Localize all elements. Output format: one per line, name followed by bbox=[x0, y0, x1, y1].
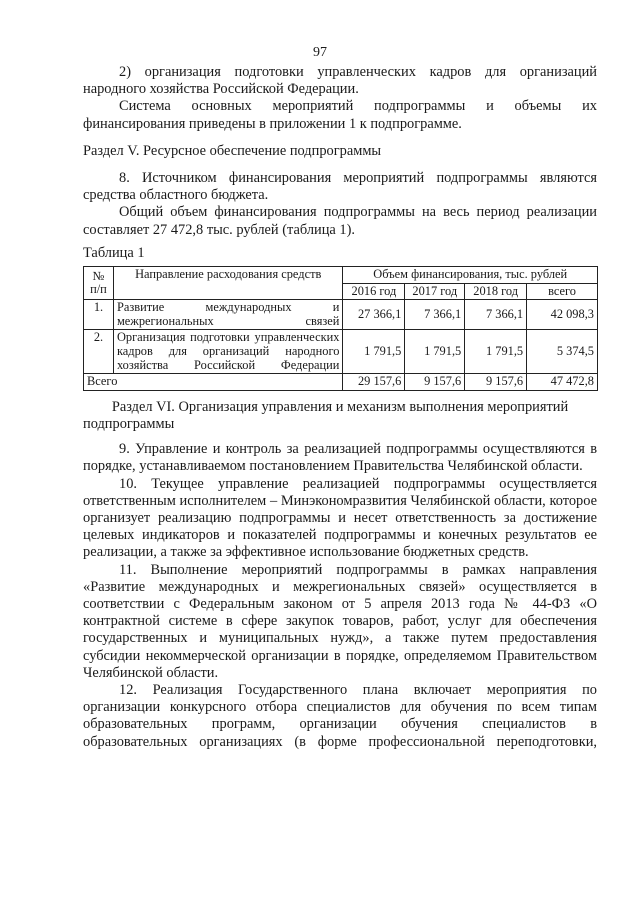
section-6-paragraph: 9. Управление и контроль за реализацией подпрограммы осуществляются в порядке, устанавливаемом постановлением Правительства Челябинской области. bbox=[83, 441, 597, 475]
header-2017: 2017 год bbox=[405, 283, 465, 300]
table-total-row bbox=[84, 374, 598, 391]
header-total: всего bbox=[527, 283, 598, 300]
section-5-paragraph: 8. Источником финансирования мероприятий подпрограммы являются средства областного бюджета. bbox=[83, 170, 597, 204]
header-funding: Объем финансирования, тыс. рублей bbox=[343, 267, 598, 284]
row-2016: 27 366,1 bbox=[343, 300, 405, 330]
intro-paragraph: 2) организация подготовки управленческих кадров для организаций народного хозяйства Российской Федерации. bbox=[83, 64, 597, 98]
section-6-heading: Раздел VI. Организация управления и механизм выполнения мероприятий подпрограммы bbox=[83, 398, 569, 432]
row-2016: 1 791,5 bbox=[343, 330, 405, 374]
row-2018: 1 791,5 bbox=[465, 330, 527, 374]
total-2017: 9 157,6 bbox=[405, 374, 465, 391]
total-2018: 9 157,6 bbox=[465, 374, 527, 391]
total-2016: 29 157,6 bbox=[343, 374, 405, 391]
row-total: 42 098,3 bbox=[527, 300, 598, 330]
header-2018: 2018 год bbox=[465, 283, 527, 300]
table-header-row bbox=[84, 267, 598, 284]
row-num: 2. bbox=[84, 330, 114, 374]
funding-table bbox=[83, 266, 598, 391]
section-5-heading: Раздел V. Ресурсное обеспечение подпрограммы bbox=[83, 142, 382, 159]
page-number: 97 bbox=[313, 45, 327, 60]
total-label: Всего bbox=[84, 374, 343, 391]
header-2016: 2016 год bbox=[343, 283, 405, 300]
intro-paragraph: Система основных мероприятий подпрограммы и объемы их финансирования приведены в приложении 1 к подпрограмме. bbox=[83, 98, 597, 132]
row-direction: Организация подготовки управленческих кадров для организаций народного хозяйства Российской Федерации bbox=[113, 330, 343, 374]
total-total: 47 472,8 bbox=[527, 374, 598, 391]
table-row bbox=[84, 330, 598, 374]
row-direction: Развитие международных и межрегиональных связей bbox=[113, 300, 343, 330]
document-body bbox=[83, 64, 597, 751]
row-2017: 7 366,1 bbox=[405, 300, 465, 330]
section-6-paragraph: 12. Реализация Государственного плана включает мероприятия по организации конкурсного отбора специалистов для обучения по всем типам образовательных программ, организации обучения специалистов в образовательных организациях (в форме профессиональной переподготовки, bbox=[83, 682, 597, 750]
section-6-paragraph: 10. Текущее управление реализацией подпрограммы осуществляется ответственным исполнителем – Минэкономразвития Челябинской области, которое организует реализацию подпрограммы и несет ответственность за достижение целевых индикаторов и показателей подпрограммы и конечных результатов ее реализации, а также за эффективное использование бюджетных средств. bbox=[83, 475, 597, 561]
row-2017: 1 791,5 bbox=[405, 330, 465, 374]
row-total: 5 374,5 bbox=[527, 330, 598, 374]
row-num: 1. bbox=[84, 300, 114, 330]
section-5-paragraph: Общий объем финансирования подпрограммы на весь период реализации составляет 27 472,8 тыс. рублей (таблица 1). bbox=[83, 204, 597, 238]
header-num: № п/п bbox=[84, 267, 114, 300]
header-direction: Направление расходования средств bbox=[113, 267, 343, 300]
table-row bbox=[84, 300, 598, 330]
row-2018: 7 366,1 bbox=[465, 300, 527, 330]
table-caption: Таблица 1 bbox=[83, 244, 145, 261]
section-6-paragraph: 11. Выполнение мероприятий подпрограммы в рамках направления «Развитие международных и межрегиональных связей» осуществляется в соответствии с Федеральным законом от 5 апреля 2013 года № 44-ФЗ «О контрактной системе в сфере закупок товаров, работ, услуг для обеспечения государственных и муниципальных нужд», а также путем предоставления субсидии некоммерческой организации в порядке, определяемом Правительством Челябинской области. bbox=[83, 561, 597, 681]
